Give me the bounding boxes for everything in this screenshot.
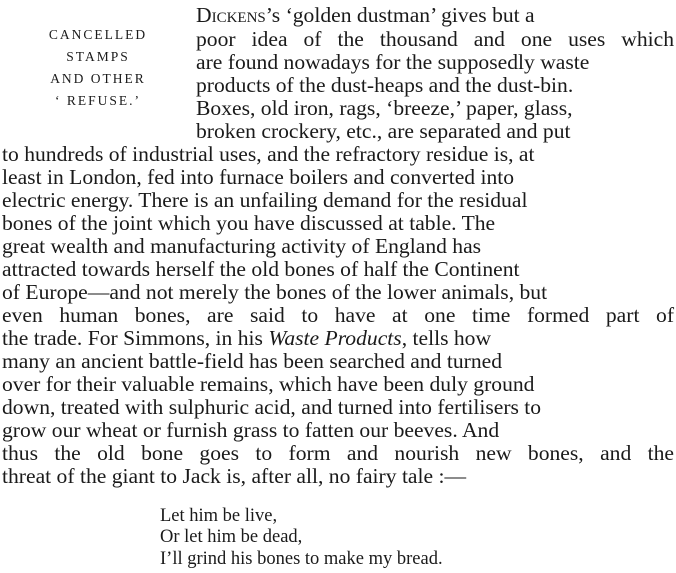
margin-note-line: ‘ REFUSE.’	[54, 93, 141, 108]
text-line: attracted towards herself the old bones of half the Continent	[2, 257, 520, 281]
margin-note	[20, 24, 176, 112]
text-line: are found nowadays for the supposedly waste	[196, 50, 590, 74]
text-line: great wealth and manufacturing activity of England has	[2, 234, 482, 258]
text-line: many an ancient battle-field has been searched and turned	[2, 349, 503, 373]
text-line: threat of the giant to Jack is, after all, no fairy tale :—	[2, 464, 467, 488]
verse-line: Or let him be dead,	[160, 527, 303, 547]
text-line: least in London, fed into furnace boilers and converted into	[2, 165, 515, 189]
text-line: even human bones, are said to have at one time formed part of	[2, 303, 675, 327]
text-line: over for their valuable remains, which have been duly ground	[2, 372, 535, 396]
margin-note-line: AND OTHER	[50, 71, 146, 86]
text-line: of Europe—and not merely the bones of the lower animals, but	[2, 280, 548, 304]
text-line: Boxes, old iron, rags, ‘breeze,’ paper, glass,	[196, 96, 573, 120]
margin-note-line: STAMPS	[66, 49, 130, 64]
verse-line: I’ll grind his bones to make my bread.	[160, 549, 443, 569]
text-line: products of the dust-heaps and the dust-bin.	[196, 73, 574, 97]
text-line: broken crockery, etc., are separated and put	[196, 119, 571, 143]
text-line: poor idea of the thousand and one uses which	[196, 27, 675, 51]
text-line: grow our wheat or furnish grass to fatten our beeves. And	[2, 418, 500, 442]
text-line: bones of the joint which you have discussed at table. The	[2, 211, 496, 235]
text-line: thus the old bone goes to form and nourish new bones, and the	[2, 441, 674, 465]
text-line: electric energy. There is an unfailing demand for the residual	[2, 188, 528, 212]
margin-note-line: CANCELLED	[48, 27, 148, 42]
verse-line: Let him be live,	[160, 506, 278, 526]
text-line: down, treated with sulphuric acid, and turned into fertilisers to	[2, 395, 542, 419]
opening-word: Dickens	[196, 3, 266, 27]
book-title: Waste Products	[268, 326, 402, 350]
text-line: the trade. For Simmons, in his Waste Products, tells how	[2, 326, 492, 350]
text-line: Dickens’s ‘golden dustman’ gives but a	[196, 3, 535, 27]
text-line: to hundreds of industrial uses, and the refractory residue is, at	[2, 142, 535, 166]
